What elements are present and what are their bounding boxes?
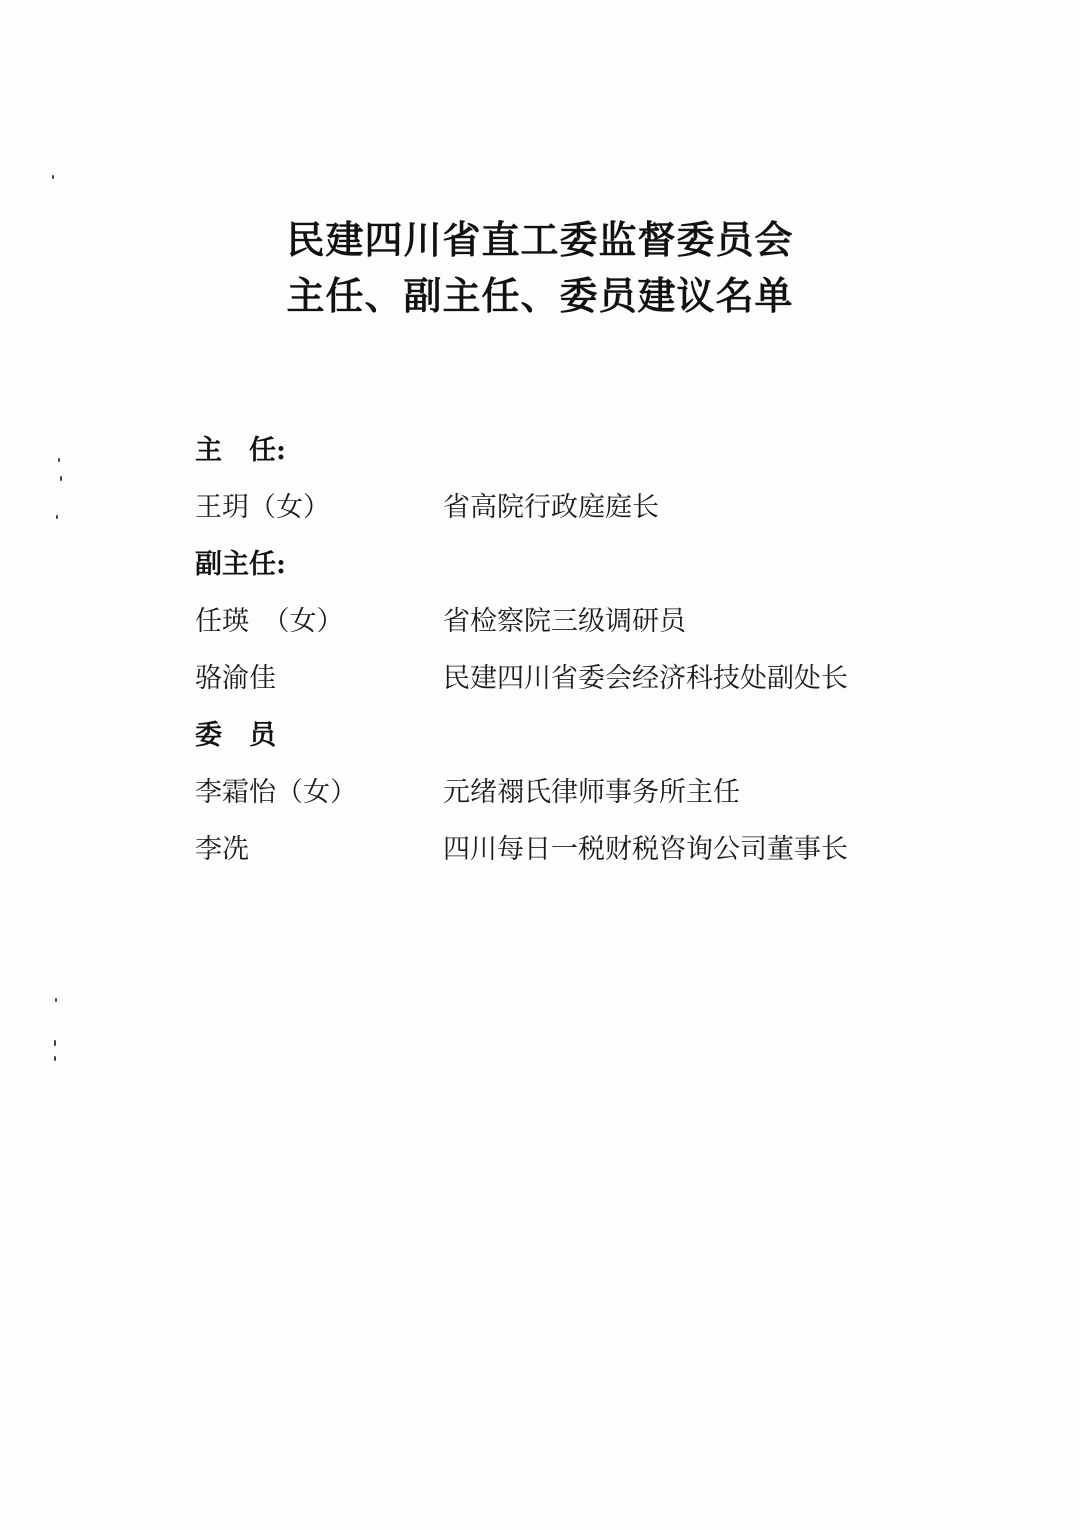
scan-speck bbox=[54, 1056, 56, 1061]
document-title bbox=[0, 212, 1080, 324]
member-row bbox=[195, 650, 915, 707]
member-row bbox=[195, 764, 915, 821]
member-name: 任瑛 （女） bbox=[195, 606, 344, 637]
member-position: 元绪禤氏律师事务所主任 bbox=[443, 777, 740, 808]
section-heading-director: 主 任: bbox=[195, 435, 286, 466]
title-line-1: 民建四川省直工委监督委员会 bbox=[286, 217, 794, 262]
member-name: 骆渝佳 bbox=[195, 663, 276, 694]
member-position: 民建四川省委会经济科技处副处长 bbox=[443, 663, 848, 694]
section-heading-deputy-director: 副主任: bbox=[195, 549, 286, 580]
scan-speck bbox=[56, 515, 58, 519]
member-row bbox=[195, 821, 915, 878]
scan-speck bbox=[52, 175, 54, 179]
scan-speck bbox=[54, 1040, 56, 1046]
member-name: 李霜怡（女） bbox=[195, 777, 357, 808]
scan-speck bbox=[55, 998, 57, 1002]
member-row bbox=[195, 479, 915, 536]
scan-speck bbox=[58, 458, 60, 462]
title-line-2: 主任、副主任、委员建议名单 bbox=[286, 273, 794, 318]
member-name: 王玥（女） bbox=[195, 492, 330, 523]
section-heading-members: 委 员 bbox=[195, 720, 276, 751]
member-position: 省高院行政庭庭长 bbox=[443, 492, 659, 523]
member-row bbox=[195, 593, 915, 650]
scan-speck bbox=[60, 476, 62, 481]
member-position: 省检察院三级调研员 bbox=[443, 606, 686, 637]
member-position: 四川每日一税财税咨询公司董事长 bbox=[443, 834, 848, 865]
member-roster bbox=[195, 422, 915, 878]
member-name: 李冼 bbox=[195, 834, 249, 865]
